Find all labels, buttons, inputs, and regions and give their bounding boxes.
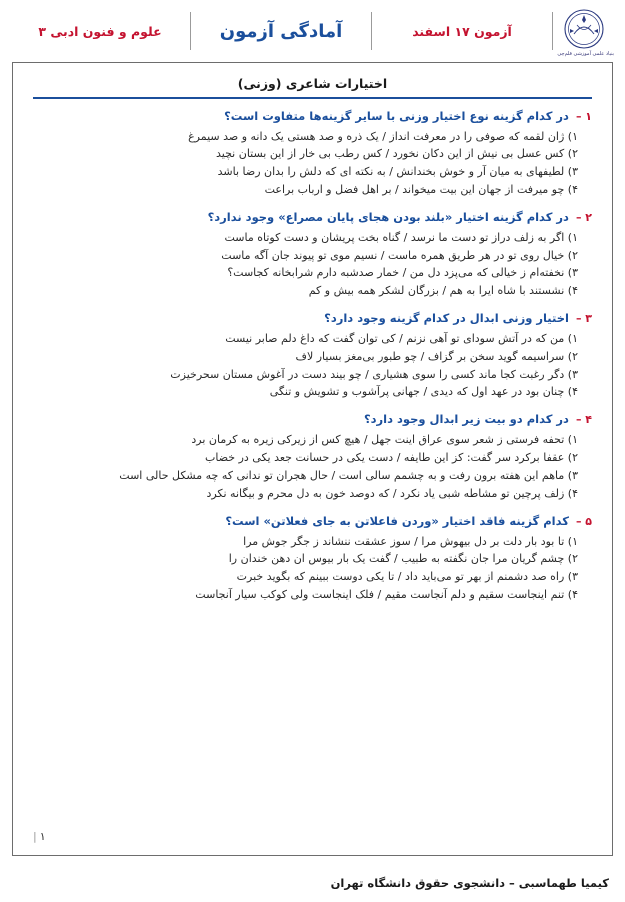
page-content [19, 69, 606, 849]
document-footer [0, 856, 625, 902]
question-item [33, 311, 592, 401]
question-stem [33, 109, 592, 123]
kanoon-logo-icon [557, 7, 614, 57]
option-item[interactable]: ۱) من که در آتش سودای تو آهی نزنم / کی توان گفت که داغ دلم صابر نیست [225, 332, 578, 345]
subject-label-cell [10, 4, 190, 58]
option-item[interactable]: ۱) تحفه فرستی ز شعر سوی عراق اینت جهل / هیچ کس از زیرکی زیره به کرمان برد [191, 433, 578, 447]
option-item[interactable]: ۳) ماهم این هفته برون رفت و به چشمم سالی است / حال هجران تو ندانی که چه مشکل حالی است [119, 468, 578, 482]
question-item [33, 210, 592, 300]
page-number-bar: | [33, 830, 37, 843]
page-title: آمادگی آزمون [219, 20, 343, 42]
option-item[interactable]: ۱) ژان لقمه که صوفی را در معرفت انداز / یک ذره و صد هستی یک دانه و صد سیمرغ [188, 129, 578, 143]
option-item[interactable]: ۴) چو میرفت از جهان این بیت میخواند / بر اهل فضل و ارباب براعت [264, 182, 578, 196]
options-list [33, 533, 592, 604]
option-item[interactable]: ۴) تنم اینجاست سقیم و دلم آنجاست مقیم / فلک اینجاست ولی کوکب سیار آنجاست [195, 587, 578, 601]
option-item[interactable]: ۲) خیال روی تو در هر طریق همره ماست / نسیم موی تو پیوند جان آگه ماست [221, 248, 578, 262]
section-title-wrapper [19, 69, 606, 101]
option-item[interactable]: ۴) چنان بود در عهد اول که دیدی / جهانی پرآشوب و تشویش و تنگی [269, 385, 578, 399]
page-number [33, 830, 46, 843]
question-number: ۴ – [575, 413, 592, 427]
option-item[interactable]: ۳) نخفته‌ام ز خیالی که می‌پزد دل من / خمار صدشبه دارم شرابخانه کجاست؟ [227, 266, 578, 280]
question-stem [33, 311, 592, 325]
option-item[interactable]: ۲) سراسیمه گوید سخن بر گزاف / چو طبور بی‌مغز بسیار لاف [295, 349, 578, 363]
options-list [33, 431, 592, 502]
document-header [0, 0, 625, 58]
exam-label: آزمون ۱۷ اسفند [412, 23, 512, 39]
question-number: ۳ – [575, 312, 592, 325]
option-item[interactable]: ۱) اگر به زلف دراز تو دست ما نرسد / گناه بخت پریشان و دست کوتاه ماست [224, 230, 578, 244]
question-item [33, 109, 592, 199]
option-item[interactable]: ۴) نشستند با شاه ایرا به هم / بزرگان لشکر همه بیش و کم [308, 284, 578, 298]
options-list [33, 128, 592, 199]
option-item[interactable]: ۲) چشم گریان مرا جان نگفته به طبیب / گفت یک بار بیوس ان دهن خندان را [228, 552, 578, 566]
footer-author: کیمیا طهماسبی – دانشجوی حقوق دانشگاه تهران [330, 876, 609, 890]
option-item[interactable]: ۲) کس عسل بی نیش از این دکان نخورد / کس رطب بی خار از این بستان نچید [215, 147, 578, 161]
question-stem [33, 514, 592, 528]
options-list [33, 229, 592, 300]
logo-caption: بنیاد علمی آموزشی قلم‌چی [557, 51, 614, 57]
document-title-cell [191, 4, 371, 58]
exam-label-cell [372, 4, 552, 58]
question-item [33, 514, 592, 604]
page-frame [12, 62, 613, 856]
option-item[interactable]: ۲) عقفا برکرد سر گفت: کز این طایفه / دست یکی در حسانت جعد یکی در خضاب [205, 451, 578, 465]
question-number: ۵ – [575, 514, 592, 528]
question-item [33, 412, 592, 502]
question-text: در کدام گزینه اختیار «بلند بودن هجای پایان مصراع» وجود ندارد؟ [207, 209, 569, 224]
section-title: اختیارات شاعری (وزنی) [237, 76, 388, 91]
option-item[interactable]: ۱) تا بود بار دلت بر دل بیهوش مرا / سوز عشقت ننشاند ز جگر جوش مرا [243, 534, 578, 548]
subject-label: علوم و فنون ادبی ۳ [38, 23, 162, 39]
questions-list [19, 101, 606, 604]
option-item[interactable]: ۳) راه صد دشمنم از بهر تو می‌باید داد / تا یکی دوست ببینم که بگوید خبرت [236, 570, 578, 584]
option-item[interactable]: ۳) دگر رغبت کجا ماند کسی را سوی هشیاری / چو بیند دست در آغوش مستان سحرخیزت [170, 367, 578, 381]
header-divider-1 [552, 12, 553, 50]
question-text: کدام گزینه فاقد اختیار «وردن فاعلاتن به جای فعلاتن» است؟ [225, 513, 569, 528]
question-number: ۲ – [575, 210, 592, 224]
page-number-value: ۱ [39, 830, 46, 843]
logo-container [553, 4, 615, 58]
question-text: در کدام دو بیت زیر ابدال وجود دارد؟ [363, 412, 569, 427]
question-stem [33, 210, 592, 224]
option-item[interactable]: ۴) زلف پرچین تو مشاطه شبی یاد نکرد / که دوصد خون به دل محرم و بیگانه نکرد [206, 486, 578, 500]
options-list [33, 330, 592, 401]
question-number: ۱ – [575, 109, 592, 123]
title-underline [33, 97, 592, 99]
question-text: در کدام گزینه نوع اختیار وزنی با سایر گزینه‌ها متفاوت است؟ [224, 108, 569, 123]
option-item[interactable]: ۳) لطیفهای به میان آر و خوش بخندانش / به نکته ای که دلش را بدان رضا باشد [217, 165, 578, 179]
question-stem [33, 412, 592, 426]
question-text: اختیار وزنی ابدال در کدام گزینه وجود دارد؟ [324, 311, 569, 325]
